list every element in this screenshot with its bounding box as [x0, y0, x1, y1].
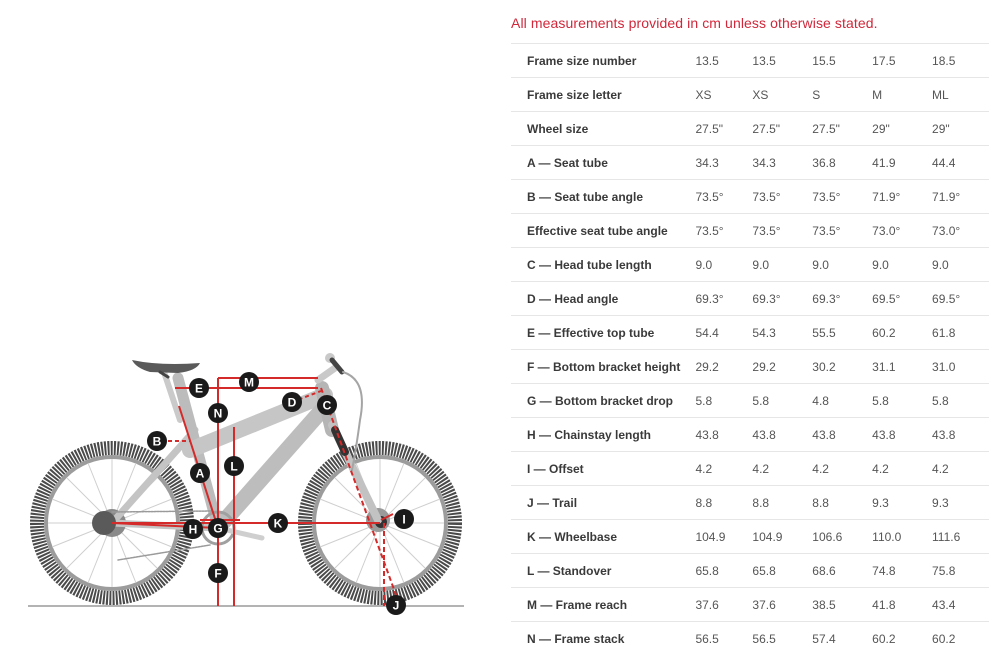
row-label: G — Bottom bracket drop [527, 393, 674, 408]
marker-a [190, 463, 210, 483]
size-value: 4.2 [695, 461, 713, 476]
row-label: N — Frame stack [527, 631, 625, 646]
svg-text:E: E [194, 381, 204, 396]
size-value: 65.8 [752, 563, 776, 578]
marker-k [268, 513, 288, 533]
size-value: 5.8 [872, 393, 889, 408]
row-label: J — Trail [527, 495, 578, 510]
size-value: 4.2 [812, 461, 829, 476]
size-value: 60.2 [872, 325, 896, 340]
size-value: 44.4 [932, 155, 956, 170]
size-value: 56.5 [752, 631, 776, 646]
svg-text:K: K [273, 516, 283, 531]
table-row [511, 282, 989, 316]
table-row [511, 452, 989, 486]
marker-b [147, 431, 167, 451]
size-value: 71.9° [932, 189, 961, 204]
svg-text:H: H [188, 522, 198, 537]
table-row [511, 44, 989, 78]
size-value: 5.8 [932, 393, 949, 408]
row-label: Frame size letter [527, 87, 622, 102]
row-label: M — Frame reach [527, 597, 628, 612]
svg-text:N: N [213, 406, 223, 421]
size-value: 43.8 [695, 427, 719, 442]
geometry-table [511, 43, 989, 651]
size-value: 73.5° [752, 189, 781, 204]
size-value: 31.1 [872, 359, 896, 374]
size-value: 57.4 [812, 631, 836, 646]
size-value: 73.5° [752, 223, 781, 238]
size-value: 9.0 [872, 257, 889, 272]
row-label: H — Chainstay length [527, 427, 652, 442]
table-row [511, 520, 989, 554]
size-value: 73.5° [695, 223, 724, 238]
size-value: 73.0° [872, 223, 901, 238]
size-value: 54.3 [752, 325, 776, 340]
size-value: 13.5 [752, 53, 776, 68]
size-value: 27.5" [812, 121, 840, 136]
table-row [511, 486, 989, 520]
table-row [511, 350, 989, 384]
size-value: 30.2 [812, 359, 836, 374]
row-label: C — Head tube length [527, 257, 652, 272]
svg-text:G: G [213, 521, 223, 536]
size-value: 60.2 [932, 631, 956, 646]
size-value: 5.8 [695, 393, 713, 408]
svg-text:A: A [195, 466, 205, 481]
row-label: I — Offset [527, 461, 584, 476]
size-value: 106.6 [812, 529, 843, 544]
table-row [511, 214, 989, 248]
size-value: 38.5 [812, 597, 836, 612]
size-value: 8.8 [752, 495, 770, 510]
row-label: A — Seat tube [527, 155, 608, 170]
size-value: 68.6 [812, 563, 836, 578]
size-value: 8.8 [812, 495, 829, 510]
size-value: 29.2 [752, 359, 776, 374]
table-row [511, 248, 989, 282]
size-value: 75.8 [932, 563, 956, 578]
marker-l [224, 456, 244, 476]
svg-text:F: F [214, 566, 222, 581]
size-value: 60.2 [872, 631, 896, 646]
marker-f [208, 563, 228, 583]
size-value: 73.5° [812, 189, 841, 204]
row-label: Frame size number [527, 53, 637, 68]
table-row [511, 112, 989, 146]
marker-g [208, 518, 228, 538]
table-row [511, 180, 989, 214]
size-value: 110.0 [872, 529, 902, 544]
size-value: 56.5 [695, 631, 719, 646]
marker-e [189, 378, 209, 398]
row-label: K — Wheelbase [527, 529, 618, 544]
size-value: 4.8 [812, 393, 829, 408]
size-value: 69.5° [932, 291, 961, 306]
size-value: 104.9 [752, 529, 783, 544]
units-note: All measurements provided in cm unless otherwise stated. [511, 15, 878, 31]
size-value: 4.2 [932, 461, 949, 476]
size-value: 31.0 [932, 359, 956, 374]
svg-text:L: L [230, 459, 238, 474]
size-value: 43.8 [932, 427, 956, 442]
size-value: 4.2 [872, 461, 889, 476]
row-label: E — Effective top tube [527, 325, 655, 340]
table-row [511, 622, 989, 651]
size-value: 41.9 [872, 155, 896, 170]
marker-c [317, 395, 337, 415]
size-value: 9.3 [872, 495, 889, 510]
size-value: 9.0 [695, 257, 713, 272]
size-value: 9.0 [932, 257, 949, 272]
marker-j [386, 595, 406, 615]
svg-text:D: D [287, 395, 297, 410]
table-row [511, 384, 989, 418]
size-value: 27.5" [695, 121, 724, 136]
size-value: 27.5" [752, 121, 781, 136]
size-value: 69.3° [695, 291, 724, 306]
size-value: 15.5 [812, 53, 836, 68]
size-value: 17.5 [872, 53, 896, 68]
size-value: ML [932, 87, 949, 102]
size-value: 43.4 [932, 597, 956, 612]
svg-text:C: C [322, 398, 332, 413]
size-value: 9.3 [932, 495, 949, 510]
size-value: 61.8 [932, 325, 956, 340]
svg-text:J: J [392, 598, 400, 613]
size-value: 29" [872, 121, 890, 136]
svg-text:M: M [244, 375, 254, 390]
size-value: 8.8 [695, 495, 713, 510]
size-value: 18.5 [932, 53, 956, 68]
size-value: 54.4 [695, 325, 719, 340]
size-value: 69.3° [812, 291, 841, 306]
size-value: 73.5° [812, 223, 841, 238]
size-value: 29" [932, 121, 950, 136]
size-value: XS [752, 87, 769, 102]
marker-m [239, 372, 259, 392]
row-label: D — Head angle [527, 291, 619, 306]
size-value: 43.8 [812, 427, 836, 442]
size-value: 74.8 [872, 563, 896, 578]
size-value: 73.0° [932, 223, 961, 238]
table-row [511, 588, 989, 622]
size-value: 69.3° [752, 291, 781, 306]
size-value: 43.8 [752, 427, 776, 442]
size-value: 13.5 [695, 53, 719, 68]
size-value: 43.8 [872, 427, 896, 442]
marker-d [282, 392, 302, 412]
size-value: M [872, 87, 883, 102]
row-label: B — Seat tube angle [527, 189, 644, 204]
size-value: 69.5° [872, 291, 901, 306]
table-row [511, 78, 989, 112]
size-value: 41.8 [872, 597, 896, 612]
marker-n [208, 403, 228, 423]
size-value: 71.9° [872, 189, 901, 204]
row-label: Wheel size [527, 121, 589, 136]
size-value: 37.6 [695, 597, 719, 612]
row-label: Effective seat tube angle [527, 223, 668, 238]
size-value: 5.8 [752, 393, 770, 408]
size-value: 34.3 [695, 155, 719, 170]
svg-text:B: B [152, 434, 162, 449]
size-value: S [812, 87, 821, 102]
table-row [511, 316, 989, 350]
size-value: 104.9 [695, 529, 726, 544]
size-value: 73.5° [695, 189, 724, 204]
table-row [511, 146, 989, 180]
size-value: 36.8 [812, 155, 836, 170]
row-label: L — Standover [527, 563, 612, 578]
size-value: 55.5 [812, 325, 836, 340]
size-value: 65.8 [695, 563, 719, 578]
size-value: XS [695, 87, 712, 102]
marker-i [394, 509, 414, 529]
size-value: 4.2 [752, 461, 770, 476]
size-value: 37.6 [752, 597, 776, 612]
table-row [511, 418, 989, 452]
size-value: 9.0 [752, 257, 770, 272]
row-label: F — Bottom bracket height [527, 359, 681, 374]
svg-text:I: I [402, 512, 406, 527]
size-value: 34.3 [752, 155, 776, 170]
table-row [511, 554, 989, 588]
marker-h [183, 519, 203, 539]
size-value: 9.0 [812, 257, 829, 272]
size-value: 111.6 [932, 529, 961, 544]
size-value: 29.2 [695, 359, 719, 374]
